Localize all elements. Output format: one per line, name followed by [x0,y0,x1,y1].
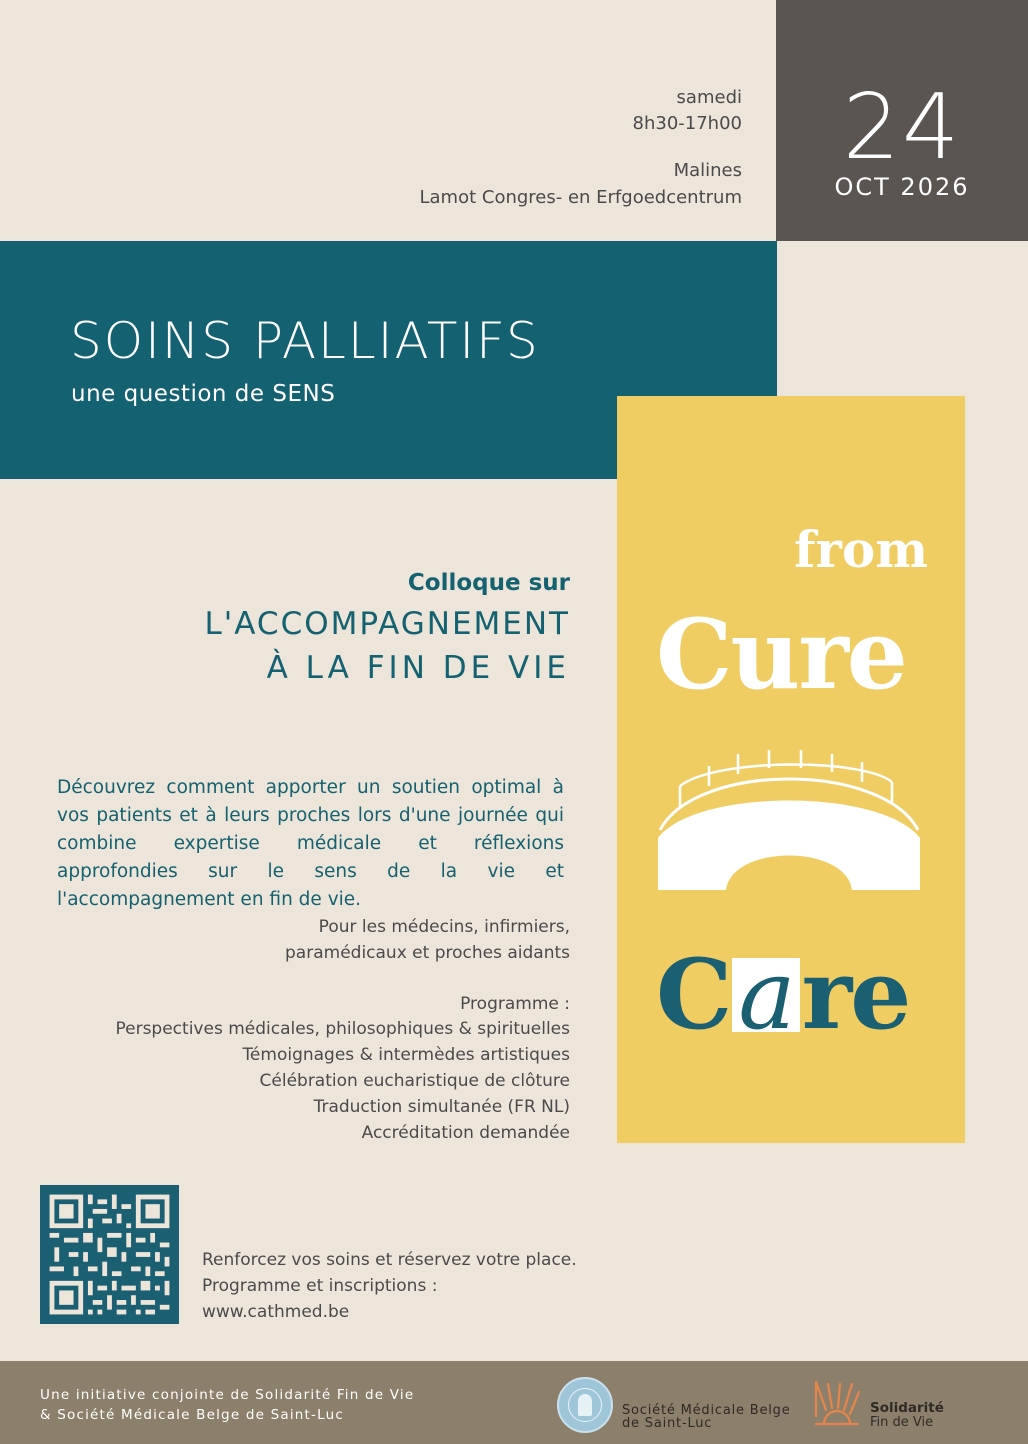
subtitle: une question de SENS [71,381,336,407]
colloque-title-line2: À LA FIN DE VIE [266,650,570,686]
logo-sfv-line2: Fin de Vie [870,1415,934,1430]
care-letters-re: re [801,938,910,1051]
cta-line1: Renforcez vos soins et réservez votre place. [202,1250,577,1270]
event-venue: Lamot Congres- en Erfgoedcentrum [419,187,742,208]
event-day: 24 [842,75,962,180]
audience-line1: Pour les médecins, infirmiers, [318,917,570,937]
colloque-label: Colloque sur [407,570,570,596]
programme-item: Accréditation demandée [361,1123,570,1143]
artwork-from: from [794,520,929,579]
care-letter-c: C [656,938,731,1051]
event-weekday: samedi [676,87,742,108]
artwork-to: to [770,849,811,891]
footer-line2: & Société Médicale Belge de Saint-Luc [40,1407,344,1423]
cta-url-link[interactable]: www.cathmed.be [202,1302,350,1322]
main-title: SOINS PALLIATIFS [70,312,540,370]
colloque-title-line1: L'ACCOMPAGNEMENT [204,606,570,642]
seal-icon [557,1377,613,1433]
event-month-year: OCT 2026 [834,173,970,201]
artwork-care [656,938,909,1051]
logo-smb-line2: de Saint-Luc [622,1416,713,1431]
logo-sfv-line1: Solidarité [870,1400,944,1416]
logo-smb-line1: Société Médicale Belge [622,1403,791,1418]
event-city: Malines [673,160,742,181]
qr-code-icon[interactable] [40,1185,179,1324]
footer-line1: Une initiative conjointe de Solidarité Fin de Vie [40,1387,415,1403]
sunrise-icon [812,1380,862,1428]
programme-item: Perspectives médicales, philosophiques & spirituelles [115,1019,570,1039]
event-hours: 8h30-17h00 [632,113,742,134]
artwork-cure: Cure [656,598,906,711]
programme-item: Traduction simultanée (FR NL) [313,1097,570,1117]
programme-heading: Programme : [460,994,570,1014]
intro-paragraph: Découvrez comment apporter un soutien optimal à vos patients et à leurs proches lors d'une journée qui combine expertise médicale et réflexions approfondies sur le sens de la vie et l'accompagnement en fin de vie. [57,777,564,910]
cta-line2: Programme et inscriptions : [202,1276,438,1296]
programme-item: Célébration eucharistique de clôture [259,1071,570,1091]
date-block [776,0,1028,241]
audience-line2: paramédicaux et proches aidants [285,943,570,963]
care-letter-a: a [732,958,799,1032]
programme-item: Témoignages & intermèdes artistiques [242,1045,570,1065]
